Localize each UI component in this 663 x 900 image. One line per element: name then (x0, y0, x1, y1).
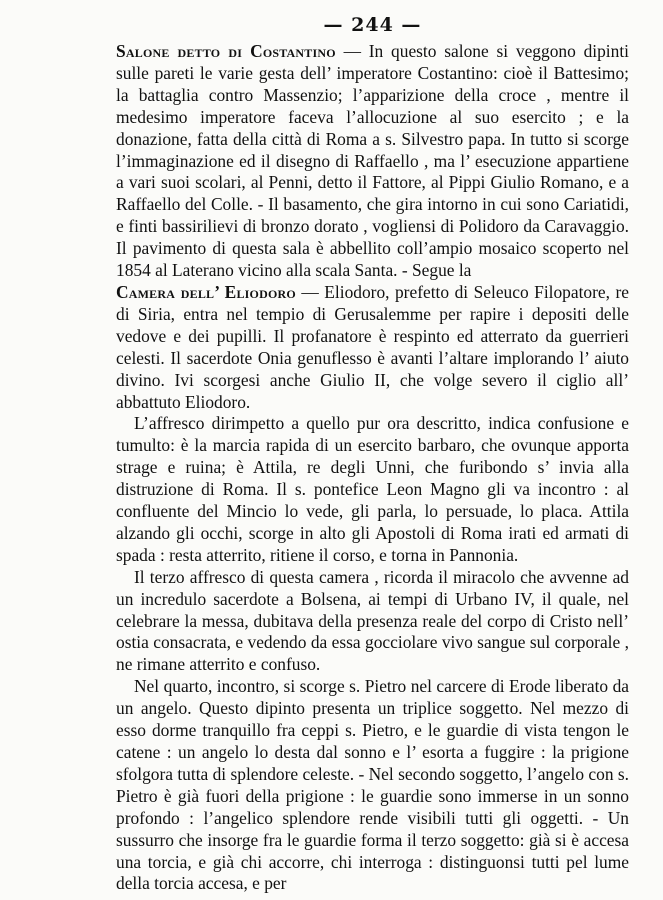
paragraph-bolsena: Il terzo affresco di questa camera , ricorda il miracolo che avvenne ad un incredulo sacerdote a Bolsena, ai tempi di Urbano IV, il quale, nel celebrare la messa, dubitava della presenza reale del corpo di Cristo nell’ ostia consacrata, e vedendo da essa gocciolare vivo sangue sul corporale , ne rimane atterrito e confuso. (116, 566, 629, 675)
section-heading-eliodoro: Camera dell’ Eliodoro (116, 281, 296, 302)
paragraph-san-pietro: Nel quarto, incontro, si scorge s. Pietro nel carcere di Erode liberato da un angelo. Questo dipinto presenta un triplice soggetto. Nel mezzo di esso dorme tranquillo fra ceppi s. Pietro, e le guardie di vista tengon le catene : un angelo lo desta dal sonno e l’ esorta a fuggire : la prigione sfolgora tutta di splendore celeste. - Nel secondo soggetto, l’angelo con s. Pietro è già fuori della prigione : le guardie sono immerse in un sonno profondo : l’angelico splendore rende visibili tutti gli oggetti. - Un sussurro che insorge fra le guardie forma il terzo soggetto: già si è accesa una torcia, e già chi accorre, chi interroga : distinguonsi tutti pel lume della torcia accesa, e per (116, 676, 629, 894)
paragraph-attila: L’affresco dirimpetto a quello pur ora descritto, indica confusione e tumulto: è la marcia rapida di un esercito barbaro, che ovunque apporta strage e ruina; è Attila, re degli Unni, che furibondo s’ invia alla distruzione di Roma. Il s. pontefice Leon Magno gli va incontro : al confluente del Mincio lo vede, gli parla, lo persuade, lo placa. Attila alzando gli occhi, scorge in alto gli Apostoli di Roma irati ed armati di spada : resta atterrito, ritiene il corso, e torna in Pannonia. (116, 413, 629, 565)
paragraph-eliodoro (116, 282, 629, 413)
section-heading-costantino: Salone detto di Costantino (116, 41, 336, 61)
paragraph-text: — Eliodoro, prefetto di Seleuco Filopatore, re di Siria, entra nel tempio di Gerusalemme per rapire i depositi delle vedove e dei pupilli. Il profanatore è respinto ed atterrato da guerrieri celesti. Il sacerdote Onia genuflesso è avanti l’altare implorando l’ aiuto divino. Ivi scorgesi anche Giulio II, che volge severo il ciglio all’ abbattuto Eliodoro. (116, 281, 629, 412)
paragraph-text: — In questo salone si veggono dipinti sulle pareti le varie gesta dell’ imperatore Costantino: cioè il Battesimo; la battaglia contro Massenzio; l’apparizione della croce , mentre il medesimo imperatore faceva l’allocuzione al suo esercito ; e la donazione, fatta della città di Roma a s. Silvestro papa. In tutto si scorge l’immaginazione ed il disegno di Raffaello , ma l’ esecuzione appartiene a vari suoi scolari, al Penni, detto il Fattore, al Pippi Giulio Romano, e a Raffaello del Colle. - Il basamento, che gira intorno in cui sono Cariatidi, e finti bassirilievi di bronzo dorato , vogliensi di Polidoro da Caravaggio. Il pavimento di questa sala è abbellito coll’ampio mosaico scoperto nel 1854 al Laterano vicino alla scala Santa. - Segue la (116, 41, 629, 281)
paragraph-costantino (116, 41, 629, 282)
page-number: — 244 — (323, 14, 422, 36)
